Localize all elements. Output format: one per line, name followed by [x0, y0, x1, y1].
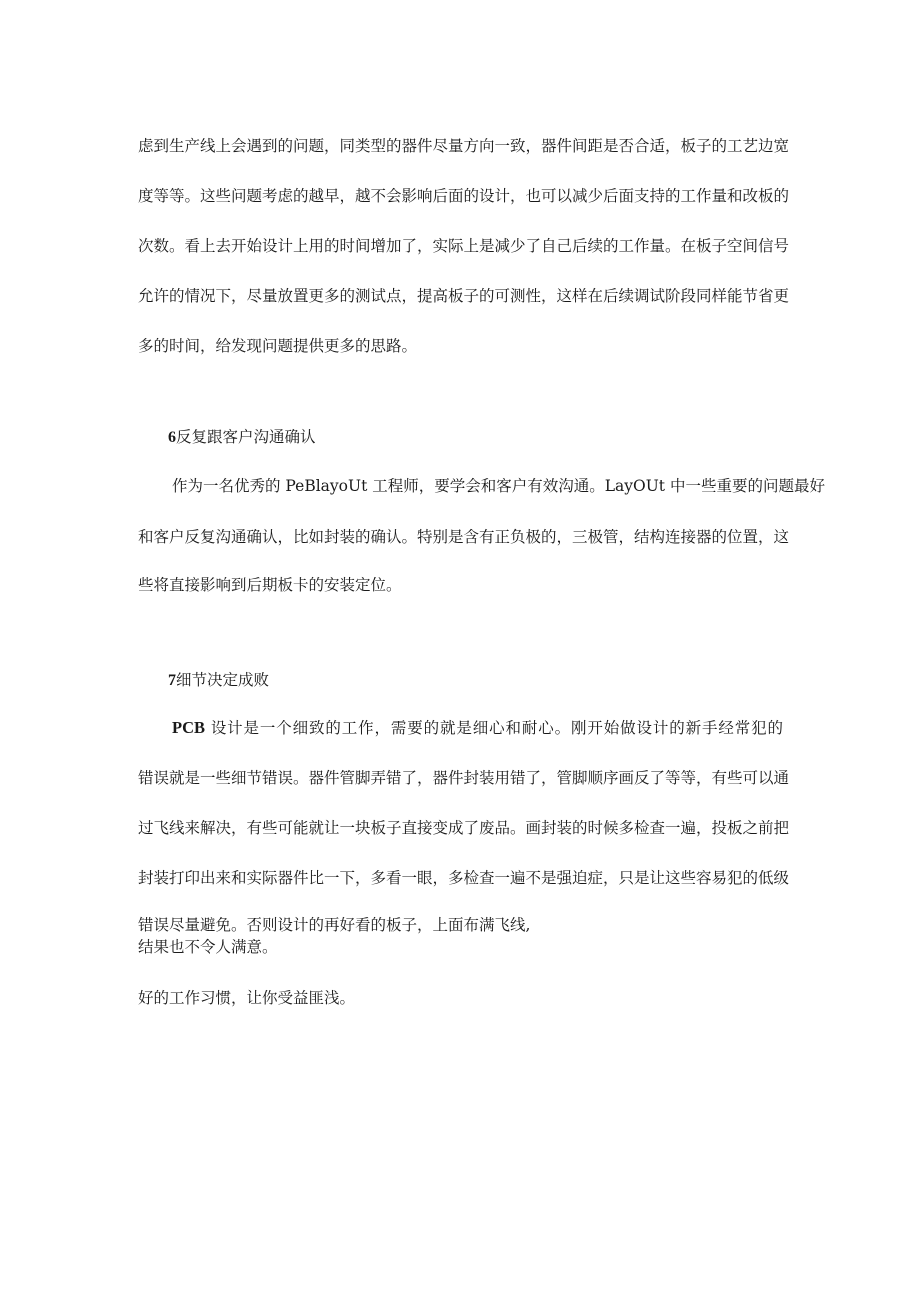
- closing-line: 好的工作习惯，让你受益匪浅。: [138, 989, 356, 1007]
- section-7-heading: [168, 669, 269, 692]
- pcb-bold-text: PCB: [172, 718, 205, 737]
- paragraph-line: 作为一名优秀的 PeBlayoUt 工程师，要学会和客户有效沟通。LayOUt 中一些重要的问题最好: [172, 477, 825, 495]
- paragraph-line: 错误就是一些细节错误。器件管脚弄错了，器件封装用错了，管脚顺序画反了等等，有些可以通: [138, 769, 790, 787]
- paragraph-line: 次数。看上去开始设计上用的时间增加了，实际上是减少了自己后续的工作量。在板子空间信号: [138, 237, 790, 255]
- paragraph-line: 允许的情况下，尽量放置更多的测试点，提高板子的可测性，这样在后续调试阶段同样能节省更: [138, 287, 790, 305]
- paragraph-line: PCB 设计是一个细致的工作，需要的就是细心和耐心。刚开始做设计的新手经常犯的: [172, 718, 783, 737]
- paragraph-line: 度等等。这些问题考虑的越早，越不会影响后面的设计，也可以减少后面支持的工作量和改板的: [138, 187, 790, 205]
- paragraph-line: 结果也不令人满意。: [138, 938, 278, 956]
- paragraph-line: 虑到生产线上会遇到的问题，同类型的器件尽量方向一致，器件间距是否合适，板子的工艺边宽: [138, 137, 790, 155]
- section-6-heading: [168, 426, 316, 449]
- section-7-title: 细节决定成败: [176, 671, 270, 689]
- paragraph-line: 多的时间，给发现问题提供更多的思路。: [138, 337, 418, 355]
- paragraph-line: 些将直接影响到后期板卡的安装定位。: [138, 576, 402, 594]
- paragraph-line: 过飞线来解决，有些可能就让一块板子直接变成了废品。画封装的时候多检查一遍，投板之前把: [138, 819, 790, 837]
- section-6-title: 反复跟客户沟通确认: [176, 428, 316, 446]
- paragraph-line: 和客户反复沟通确认，比如封装的确认。特别是含有正负极的，三极管，结构连接器的位置，这: [138, 528, 790, 546]
- paragraph-line: 封装打印出来和实际器件比一下，多看一眼，多检查一遍不是强迫症，只是让这些容易犯的低级: [138, 869, 790, 887]
- paragraph-line: 错误尽量避免。否则设计的再好看的板子，上面布满飞线,: [138, 916, 531, 934]
- section-7-number: 7: [168, 672, 176, 689]
- section-6-number: 6: [168, 429, 176, 446]
